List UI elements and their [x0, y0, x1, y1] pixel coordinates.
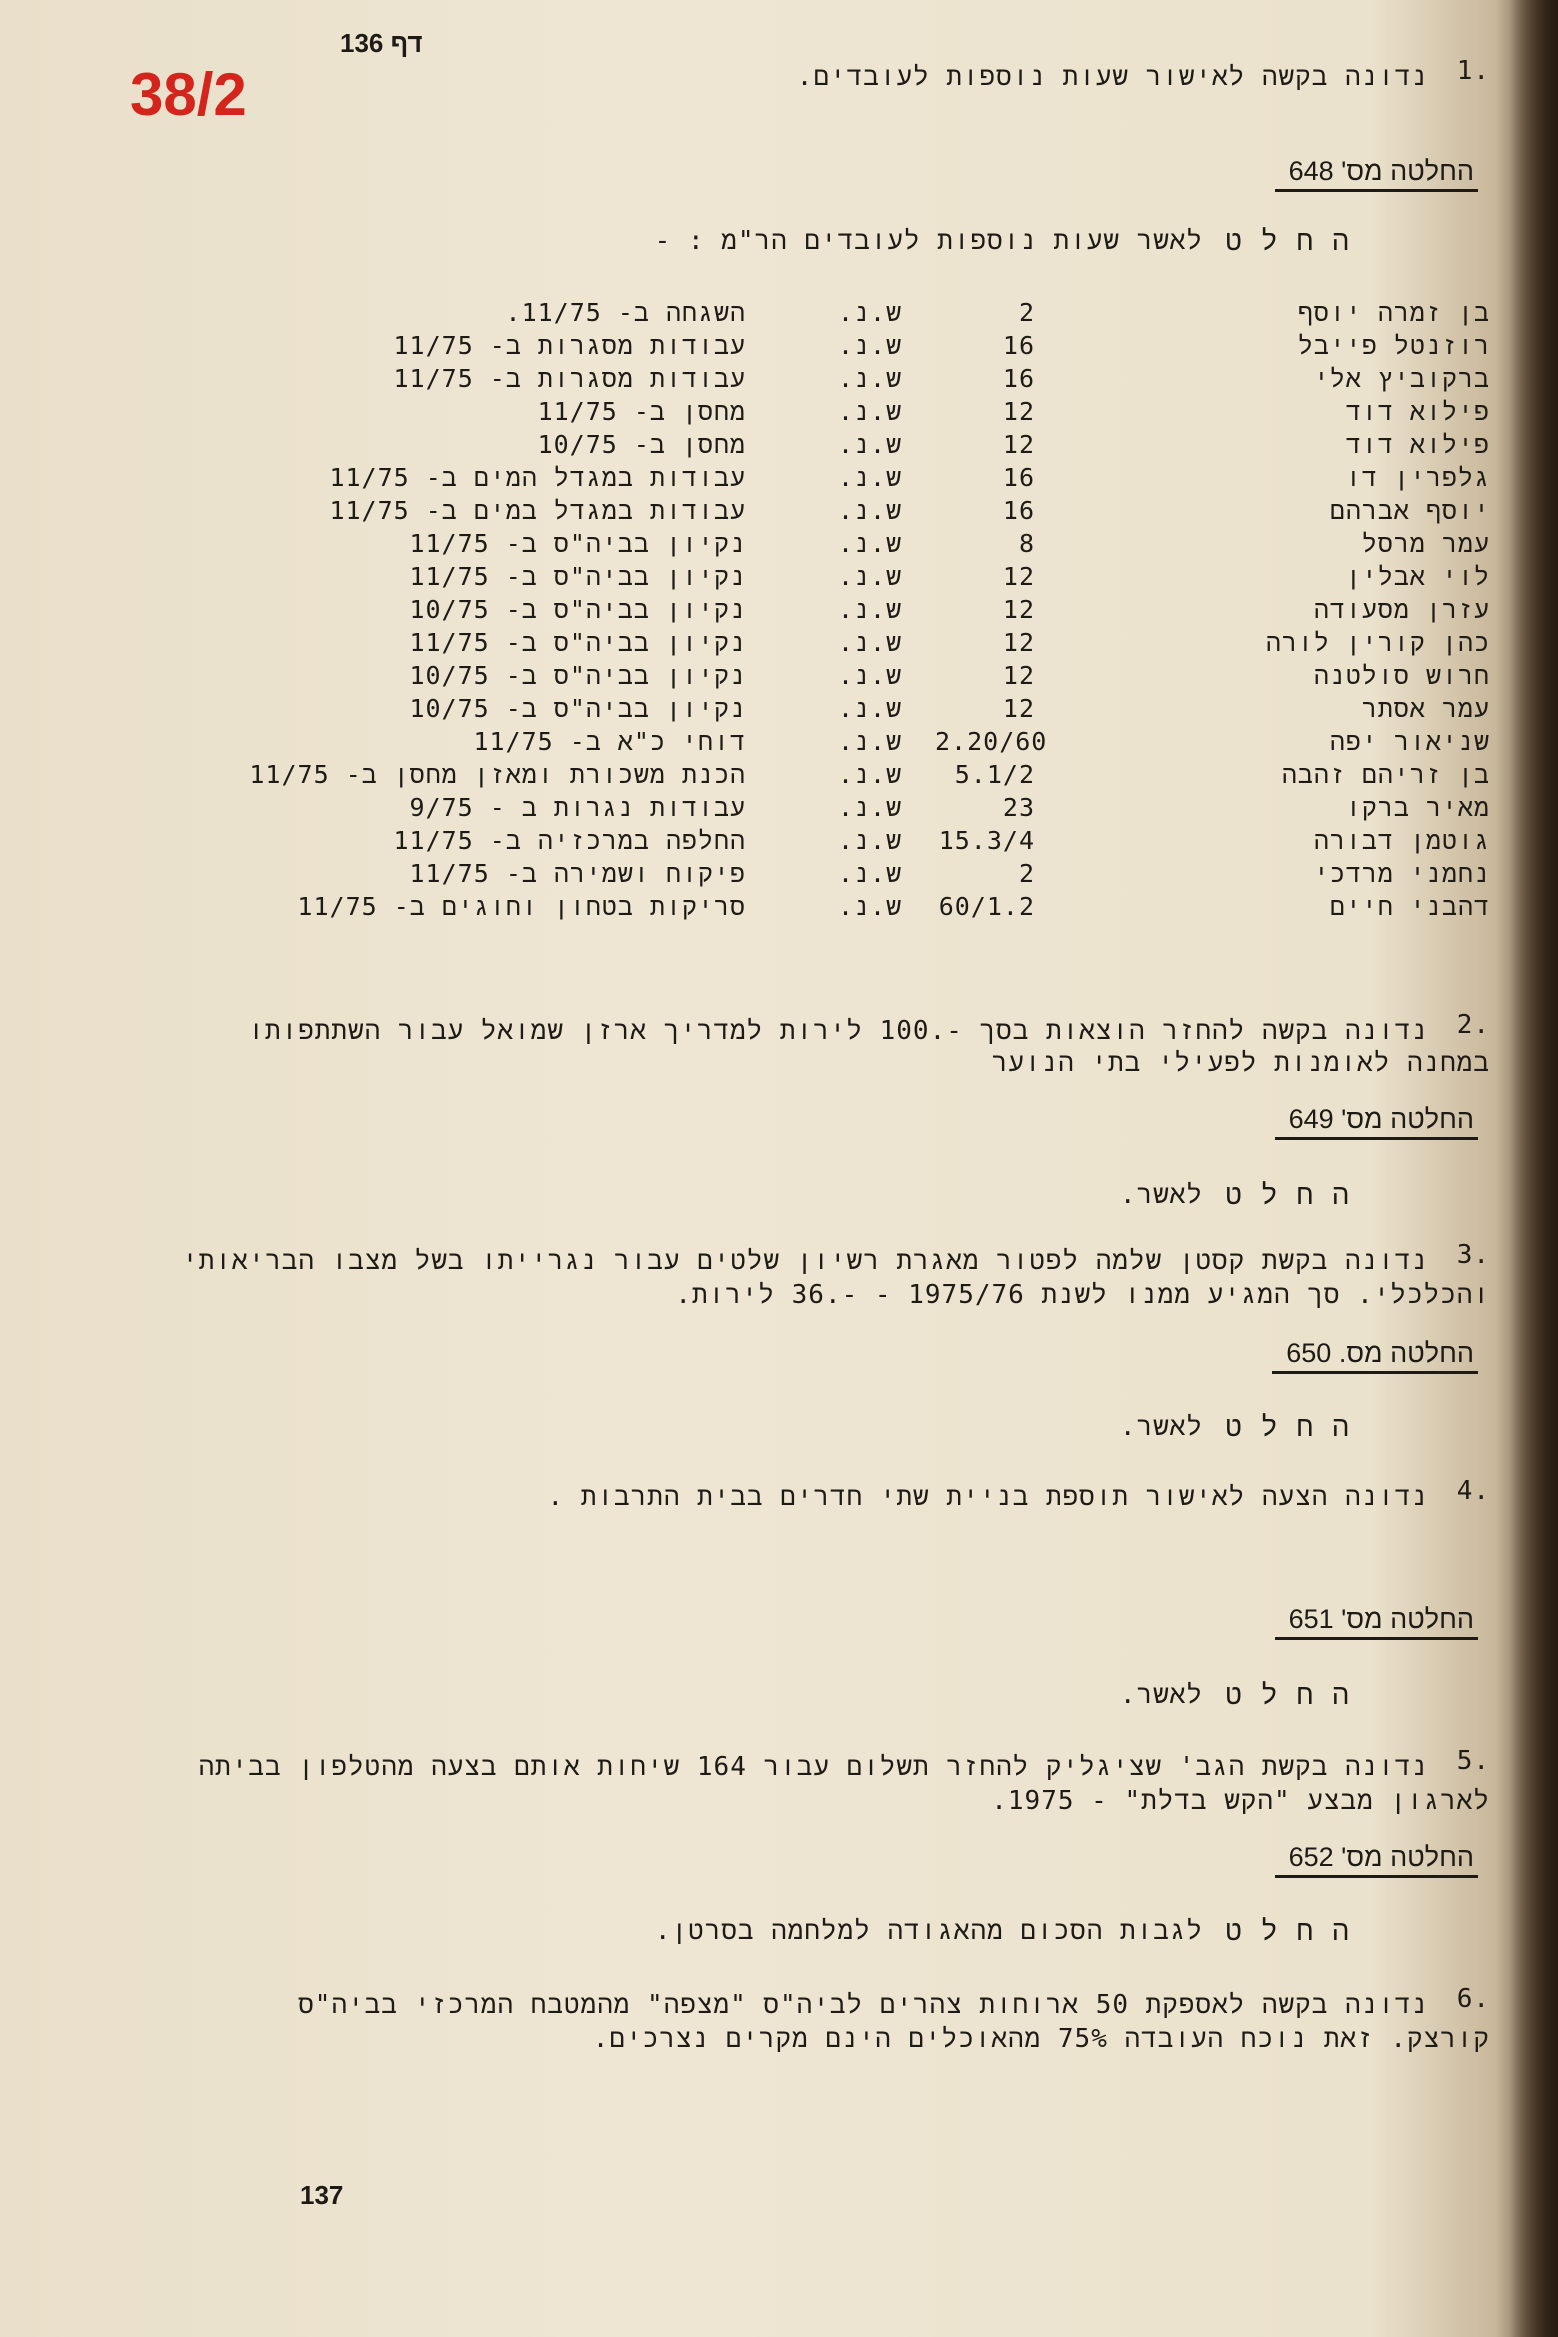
work-description: הכנת משכורת ומאזן מחסן ב- 11/75: [249, 760, 746, 789]
item-2-decision-text: לאשר.: [1119, 1180, 1203, 1210]
page-header: דף 136: [340, 28, 423, 58]
work-description: פיקוח ושמירה ב- 11/75: [409, 859, 746, 888]
work-description: סריקות בטחון וחוגים ב- 11/75: [297, 892, 746, 921]
decision-651: החלטה מס' 651: [1275, 1604, 1478, 1640]
employee-name: גוטמן דבורה: [1313, 826, 1490, 855]
hours-unit: ש.נ.: [838, 859, 903, 888]
hours-unit: ש.נ.: [838, 529, 903, 558]
employee-name: פילוא דוד: [1345, 397, 1490, 426]
employee-name: יוסף אברהם: [1329, 496, 1490, 525]
employee-name: עמר מרסל: [1361, 529, 1490, 558]
overtime-hours: 23: [1002, 793, 1035, 822]
hours-unit: ש.נ.: [838, 628, 903, 657]
item-3-line-2: והכלכלי. סך המגיע ממנו לשנת 1975/76 - -.36 לירות.: [675, 1280, 1490, 1310]
item-4-decision-text: לאשר.: [1119, 1680, 1203, 1710]
work-description: החלפה במרכזיה ב- 11/75: [393, 826, 746, 855]
item-1-number: .1: [1456, 56, 1490, 86]
overtime-hours: 2: [1018, 298, 1035, 327]
employee-name: עזרן מסעודה: [1313, 595, 1490, 624]
work-description: עבודות מסגרות ב- 11/75: [393, 331, 746, 360]
item-4-decision-word: ה ח ל ט: [1225, 1678, 1350, 1711]
item-3-line-1: נדונה בקשת קסטן שלמה לפטור מאגרת רשיון שלטים עבור נגרייתו בשל מצבו הבריאותי: [182, 1246, 1428, 1276]
overtime-hours: 15.3/4: [938, 826, 1035, 855]
archive-stamp: 38/2: [130, 61, 247, 128]
work-description: עבודות במגדל במים ב- 11/75: [329, 496, 746, 525]
overtime-hours: 16: [1002, 364, 1035, 393]
item-4-line-1: נדונה הצעה לאישור תוספת בניית שתי חדרים בבית התרבות .: [547, 1482, 1428, 1512]
overtime-hours: 16: [1002, 463, 1035, 492]
hours-unit: ש.נ.: [838, 727, 903, 756]
overtime-hours: 2: [1018, 859, 1035, 888]
item-6-line-2: קורצק. זאת נוכח העובדה 75% מהאוכלים הינם מקרים נצרכים.: [592, 2024, 1490, 2054]
hours-unit: ש.נ.: [838, 331, 903, 360]
hours-unit: ש.נ.: [838, 760, 903, 789]
work-description: נקיון בביה"ס ב- 11/75: [409, 628, 746, 657]
item-5-number: .5: [1456, 1746, 1490, 1776]
decision-649: החלטה מס' 649: [1275, 1104, 1478, 1140]
item-3-decision-word: ה ח ל ט: [1225, 1410, 1350, 1443]
overtime-hours: 8: [1018, 529, 1035, 558]
employee-name: דהבני חיים: [1329, 892, 1490, 921]
work-description: נקיון בביה"ס ב- 11/75: [409, 529, 746, 558]
employee-name: רוזנטל פייבל: [1297, 331, 1490, 360]
overtime-hours: 12: [1002, 628, 1035, 657]
decision-650: החלטה מס. 650: [1272, 1338, 1478, 1374]
item-5-line-2: לארגון מבצע "הקש בדלת" - 1975.: [991, 1786, 1490, 1816]
item-5-line-1: נדונה בקשת הגב' שציגליק להחזר תשלום עבור 164 שיחות אותם בצעה מהטלפון בביתה: [198, 1752, 1428, 1782]
hours-unit: ש.נ.: [838, 793, 903, 822]
hours-unit: ש.נ.: [838, 661, 903, 690]
overtime-hours: 12: [1002, 430, 1035, 459]
employee-name: פילוא דוד: [1345, 430, 1490, 459]
hours-unit: ש.נ.: [838, 892, 903, 921]
item-1-decision-word: ה ח ל ט: [1225, 224, 1350, 257]
employee-name: לוי אבלין: [1345, 562, 1490, 591]
item-2-line-1: נדונה בקשה להחזר הוצאות בסך -.100 לירות למדריך ארזן שמואל עבור השתתפותו: [248, 1016, 1428, 1046]
employee-name: גלפרין דו: [1345, 463, 1490, 492]
decision-652: החלטה מס' 652: [1275, 1842, 1478, 1878]
work-description: עבודות מסגרות ב- 11/75: [393, 364, 746, 393]
item-2-decision-word: ה ח ל ט: [1225, 1178, 1350, 1211]
work-description: עבודות במגדל המים ב- 11/75: [329, 463, 746, 492]
work-description: נקיון בביה"ס ב- 10/75: [409, 694, 746, 723]
overtime-hours: 12: [1002, 397, 1035, 426]
item-3-decision-text: לאשר.: [1119, 1412, 1203, 1442]
work-description: נקיון בביה"ס ב- 10/75: [409, 661, 746, 690]
work-description: מחסן ב- 10/75: [537, 430, 746, 459]
item-2-number: .2: [1456, 1010, 1490, 1040]
employee-name: כהן קורין לורה: [1265, 628, 1490, 657]
employee-name: נחמני מרדכי: [1313, 859, 1490, 888]
work-description: נקיון בביה"ס ב- 10/75: [409, 595, 746, 624]
overtime-hours: 12: [1002, 661, 1035, 690]
decision-648: החלטה מס' 648: [1275, 156, 1478, 192]
work-description: השגחה ב- 11/75.: [505, 298, 746, 327]
work-description: נקיון בביה"ס ב- 11/75: [409, 562, 746, 591]
book-binding-shadow: [1510, 0, 1558, 2337]
hours-unit: ש.נ.: [838, 397, 903, 426]
overtime-hours: 12: [1002, 595, 1035, 624]
hours-unit: ש.נ.: [838, 595, 903, 624]
hours-unit: ש.נ.: [838, 496, 903, 525]
hours-unit: ש.נ.: [838, 826, 903, 855]
item-5-decision-word: ה ח ל ט: [1225, 1914, 1350, 1947]
employee-name: בן זמרה יוסף: [1297, 298, 1490, 327]
item-1-line-1: נדונה בקשה לאישור שעות נוספות לעובדים.: [796, 62, 1428, 92]
overtime-hours: 16: [1002, 496, 1035, 525]
employee-name: בן זריהם זהבה: [1281, 760, 1490, 789]
hours-unit: ש.נ.: [838, 562, 903, 591]
employee-name: מאיר ברקו: [1345, 793, 1490, 822]
employee-name: שניאור יפה: [1329, 727, 1490, 756]
item-6-number: .6: [1456, 1984, 1490, 2014]
employee-name: ברקוביץ אלי: [1313, 364, 1490, 393]
employee-name: עמר אסתר: [1361, 694, 1490, 723]
hours-unit: ש.נ.: [838, 430, 903, 459]
item-3-number: .3: [1456, 1240, 1490, 1270]
hours-unit: ש.נ.: [838, 463, 903, 492]
item-2-line-2: במחנה לאומנות לפעילי בתי הנוער: [991, 1048, 1490, 1078]
work-description: דוחי כ"א ב- 11/75: [473, 727, 746, 756]
hours-unit: ש.נ.: [838, 298, 903, 327]
overtime-hours: 60/1.2: [938, 892, 1035, 921]
item-6-line-1: נדונה בקשה לאספקת 50 ארוחות צהרים לביה"ס "מצפה" מהמטבח המרכזי בביה"ס: [298, 1990, 1428, 2020]
overtime-hours: 12: [1002, 694, 1035, 723]
hours-unit: ש.נ.: [838, 364, 903, 393]
item-5-decision-text: לגבות הסכום מהאגודה למלחמה בסרטן.: [654, 1916, 1203, 1946]
work-description: מחסן ב- 11/75: [537, 397, 746, 426]
page-footer: 137: [300, 2180, 344, 2210]
work-description: עבודות נגרות ב - 9/75: [409, 793, 746, 822]
overtime-hours: 12: [1002, 562, 1035, 591]
overtime-hours: 16: [1002, 331, 1035, 360]
overtime-hours: 2.20/60: [935, 727, 1048, 756]
item-1-decision-text: לאשר שעות נוספות לעובדים הר"מ : -: [654, 226, 1203, 256]
employee-name: חרוש סולטנה: [1313, 661, 1490, 690]
item-4-number: .4: [1456, 1476, 1490, 1506]
hours-unit: ש.נ.: [838, 694, 903, 723]
overtime-hours: 5.1/2: [954, 760, 1035, 789]
